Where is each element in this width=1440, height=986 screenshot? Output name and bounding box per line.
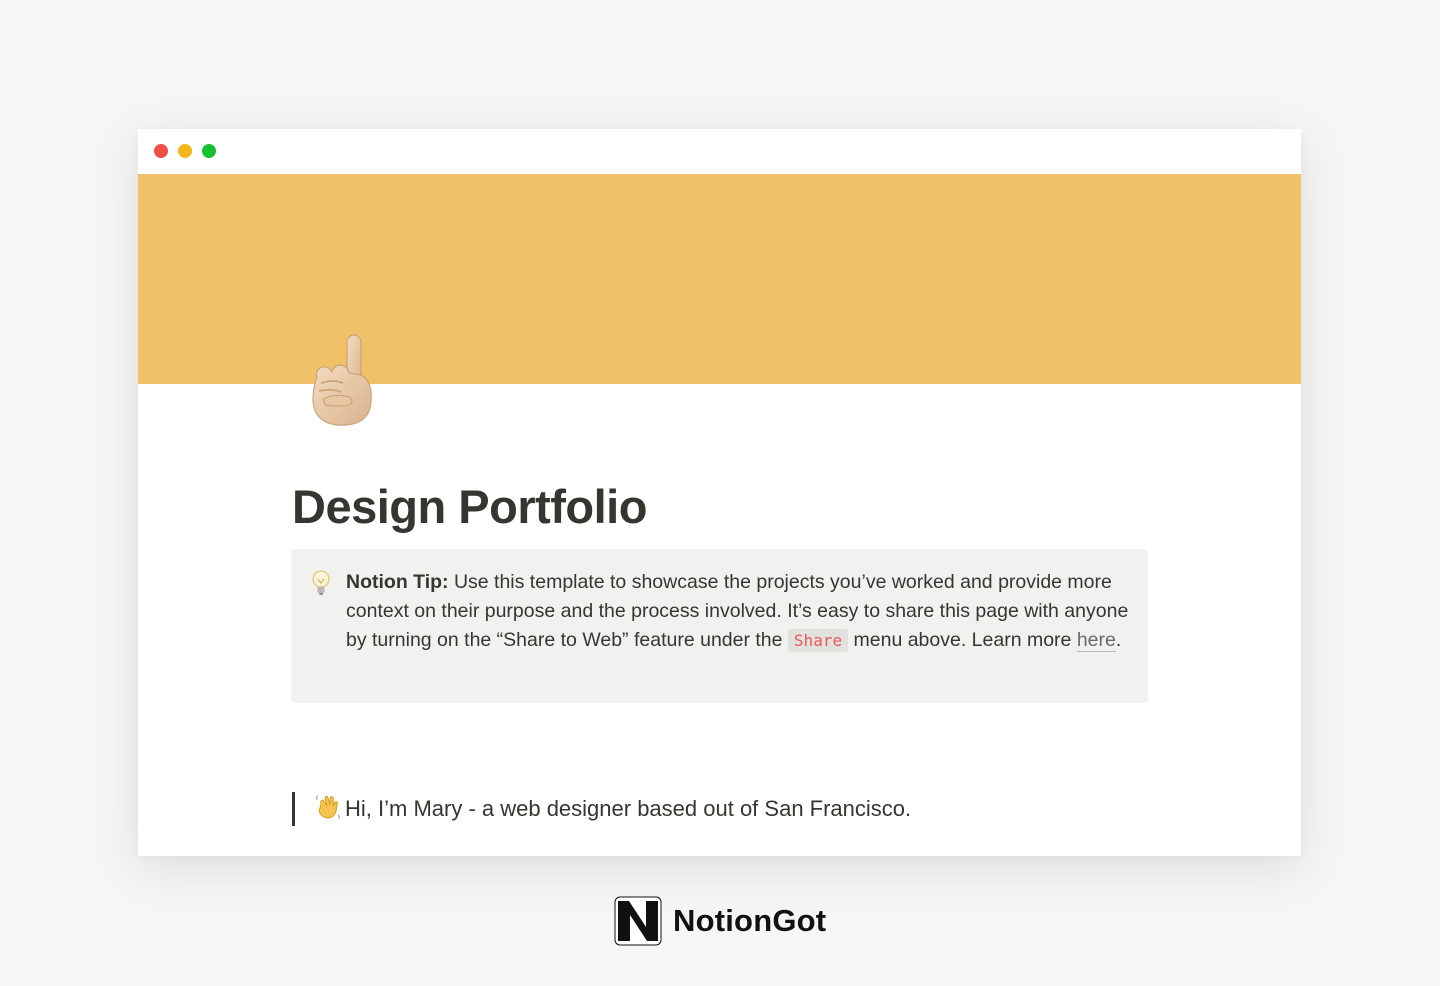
callout-body-3: . [1115, 629, 1122, 651]
learn-more-link[interactable]: here [1076, 629, 1116, 651]
notion-n-logo [614, 896, 662, 946]
light-bulb-icon [311, 569, 331, 599]
window-maximize-button[interactable] [202, 144, 216, 158]
callout-body-2: menu above. Learn more [848, 629, 1077, 651]
window-close-button[interactable] [154, 144, 168, 158]
waving-hand-icon [315, 794, 341, 820]
brand-name: NotionGot [673, 903, 827, 938]
intro-quote-text: Hi, I’m Mary - a web designer based out of San Francisco. [345, 796, 912, 821]
share-inline-code: Share [788, 629, 848, 652]
pointing-up-hand-icon[interactable] [303, 325, 383, 435]
page-title[interactable]: Design Portfolio [292, 480, 647, 533]
notion-tip-callout[interactable] [291, 549, 1148, 703]
browser-window [138, 129, 1301, 856]
callout-text [346, 568, 1136, 655]
notiongot-brand [614, 896, 826, 946]
callout-label: Notion Tip: [346, 571, 449, 593]
window-minimize-button[interactable] [178, 144, 192, 158]
intro-quote-block[interactable] [292, 792, 911, 826]
window-titlebar [138, 129, 1301, 174]
callout-body-1: Use this template to showcase the projects you’ve worked and provide more context on their purpose and the process involved. It’s easy to share this page with anyone by turning on the “Share to Web” feature under the [346, 571, 1129, 651]
